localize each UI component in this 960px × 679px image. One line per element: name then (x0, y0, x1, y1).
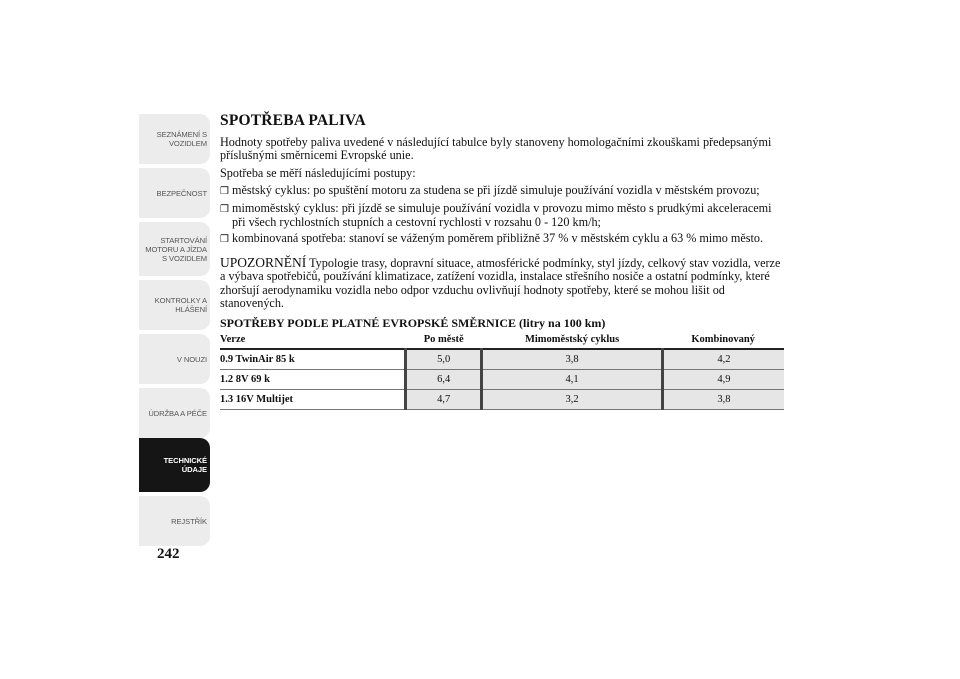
nav-tab-seznameni[interactable] (139, 114, 210, 164)
bullet-text: kombinovaná spotřeba: stanoví se váženým poměrem přibližně 37 % v městském cyklu a 63 % mimo město. (232, 231, 764, 246)
cell-kombinovany: 4,9 (662, 370, 784, 390)
cell-kombinovany: 4,2 (662, 349, 784, 370)
method-intro: Spotřeba se měří následujícími postupy: (220, 165, 416, 180)
bullet-text: městský cyklus: po spuštění motoru za studena se při jízdě simuluje používání vozidla v městském provozu; (232, 183, 760, 198)
header-verze: Verze (220, 332, 406, 349)
nav-tab-rejstrik[interactable] (139, 496, 210, 546)
cell-verze: 1.3 16V Multijet (220, 390, 406, 410)
nav-tab-label: TECHNICKÉ ÚDAJE (163, 456, 207, 474)
header-po-meste: Po městě (406, 332, 482, 349)
page-number: 242 (157, 546, 180, 562)
warning-note (220, 256, 786, 311)
cell-verze: 0.9 TwinAir 85 k (220, 349, 406, 370)
main-content (220, 112, 786, 410)
checkbox-bullet-icon: ❒ (220, 234, 229, 246)
bullet-text: mimoměstský cyklus: při jízdě se simuluje používání vozidla v provozu mimo město s prudkými akceleracemi při všech rychlostních stupních a cestovní rychlosti v rozsahu 0 - 120 km/h; (232, 200, 772, 230)
nav-tab-label: REJSTŘÍK (171, 516, 207, 526)
cell-mimomestsky: 4,1 (482, 370, 662, 390)
nav-tab-bezpecnost[interactable] (139, 168, 210, 218)
cell-kombinovany: 3,8 (662, 390, 784, 410)
warning-text: Typologie trasy, dopravní situace, atmosférické podmínky, styl jízdy, celkový stav vozidla, verze a výbava spotřebičů, používání klimatizace, zatížení vozidla, instalace střešního nosiče a ostatní podmínky, které zhoršují aerodynamiku vozidla nebo odpor vzduchu ovlivňují hodnoty spotřeby, které se mohou lišit od stanovených. (220, 255, 781, 311)
bullet-item (220, 184, 786, 198)
nav-tab-udrzba[interactable] (139, 388, 210, 438)
cell-verze: 1.2 8V 69 k (220, 370, 406, 390)
cell-mimomestsky: 3,8 (482, 349, 662, 370)
nav-tab-technicke-udaje[interactable] (139, 438, 210, 492)
cell-po-meste: 4,7 (406, 390, 482, 410)
cell-po-meste: 6,4 (406, 370, 482, 390)
table-row (220, 370, 784, 390)
warning-label: UPOZORNĚNÍ (220, 254, 307, 270)
table-row (220, 390, 784, 410)
nav-tab-label: SEZNÁMENÍ S VOZIDLEM (156, 130, 207, 148)
bullet-item (220, 202, 786, 230)
cell-mimomestsky: 3,2 (482, 390, 662, 410)
checkbox-bullet-icon: ❒ (220, 186, 229, 198)
table-row (220, 349, 784, 370)
nav-tab-label: STARTOVÁNÍ MOTORU A JÍZDA S VOZIDLEM (145, 235, 207, 263)
intro-paragraph: Hodnoty spotřeby paliva uvedené v následující tabulce byly stanoveny homologačními zkouškami předepsanými příslušnými směrnicemi Evropské unie. (220, 135, 772, 163)
fuel-consumption-table (220, 332, 784, 410)
nav-tab-kontrolky[interactable] (139, 280, 210, 330)
nav-tab-label: V NOUZI (176, 354, 207, 364)
nav-tab-v-nouzi[interactable] (139, 334, 210, 384)
bullet-item (220, 232, 786, 246)
nav-tab-startovani[interactable] (139, 222, 210, 276)
table-header-row (220, 332, 784, 349)
cell-po-meste: 5,0 (406, 349, 482, 370)
nav-tab-label: KONTROLKY A HLÁŠENÍ (154, 296, 207, 314)
section-title: SPOTŘEBA PALIVA (220, 112, 366, 129)
nav-tab-label: BEZPEČNOST (156, 188, 207, 198)
header-kombinovany: Kombinovaný (662, 332, 784, 349)
header-mimomestsky: Mimoměstský cyklus (482, 332, 662, 349)
nav-tab-label: ÚDRŽBA A PÉČE (148, 408, 207, 418)
checkbox-bullet-icon: ❒ (220, 203, 229, 215)
table-title: SPOTŘEBY PODLE PLATNÉ EVROPSKÉ SMĚRNICE (litry na 100 km) (220, 316, 606, 331)
